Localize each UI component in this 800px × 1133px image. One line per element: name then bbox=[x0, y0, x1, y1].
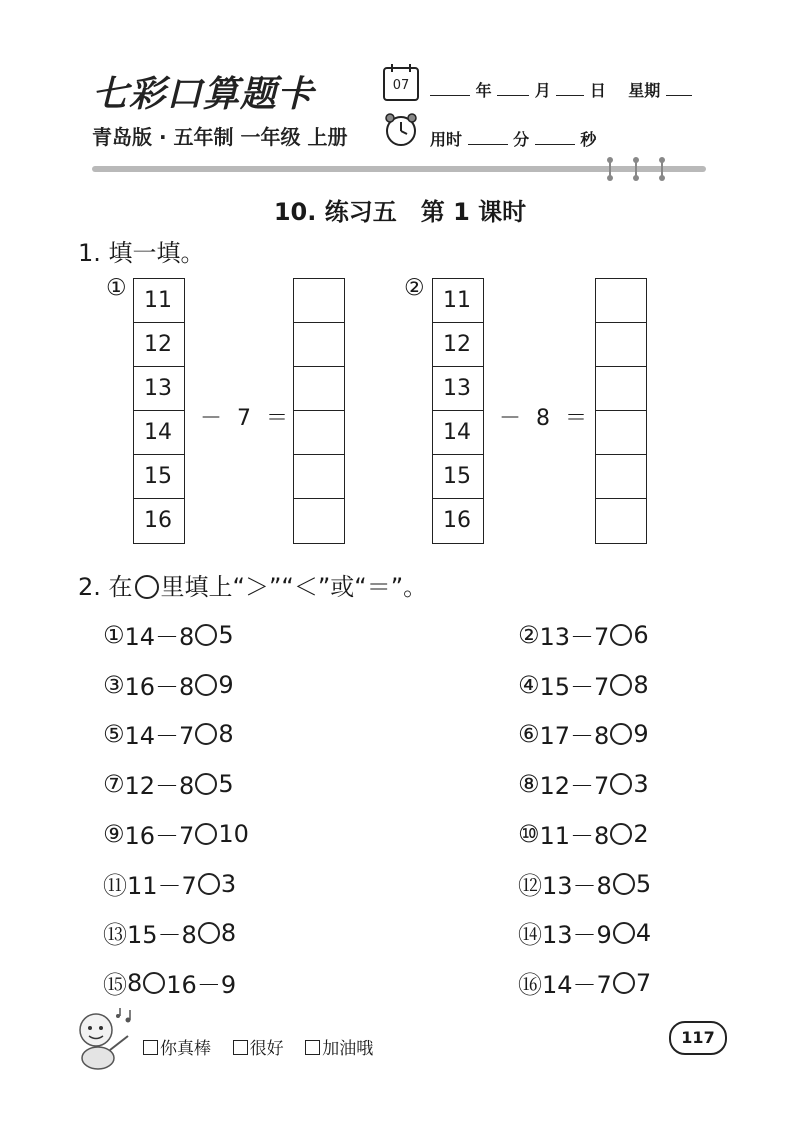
left-expression: 15－7 bbox=[539, 673, 610, 701]
second-blank[interactable] bbox=[535, 130, 575, 145]
answer-cell[interactable] bbox=[596, 323, 646, 367]
minuend-cell: 14 bbox=[134, 411, 184, 455]
compare-item bbox=[518, 617, 649, 652]
lesson-title: 10. 练习五 第 1 课时 bbox=[273, 198, 527, 226]
item-number: ⑬ bbox=[103, 921, 127, 949]
checkbox-icon bbox=[305, 1040, 320, 1055]
compare-item bbox=[518, 915, 651, 950]
day-blank[interactable] bbox=[556, 81, 584, 96]
compare-item bbox=[518, 866, 651, 901]
left-expression: 14－7 bbox=[124, 722, 195, 750]
minuend-cell: 13 bbox=[134, 367, 184, 411]
item-number: ⑫ bbox=[518, 872, 542, 900]
rating-label: 加油哦 bbox=[322, 1039, 374, 1059]
right-expression: 9 bbox=[633, 719, 649, 748]
minuend-cell: 14 bbox=[433, 411, 483, 455]
answer-cell[interactable] bbox=[294, 279, 344, 323]
left-expression: 11－7 bbox=[127, 872, 197, 900]
answer-cell[interactable] bbox=[294, 455, 344, 499]
right-expression: 6 bbox=[633, 620, 649, 649]
compare-item bbox=[103, 915, 236, 950]
answer-cell[interactable] bbox=[596, 455, 646, 499]
right-expression: 5 bbox=[218, 620, 234, 649]
rating-label: 很好 bbox=[249, 1039, 284, 1059]
answer-circle[interactable] bbox=[610, 823, 632, 845]
time-fields bbox=[430, 127, 596, 150]
compare-item bbox=[518, 667, 649, 702]
answer-circle[interactable] bbox=[610, 773, 632, 795]
item-number: ② bbox=[518, 620, 540, 649]
left-expression: 13－8 bbox=[542, 872, 612, 900]
right-expression: 8 bbox=[633, 670, 649, 699]
minuend-cell: 12 bbox=[433, 323, 483, 367]
minute-label: 分 bbox=[513, 130, 530, 149]
compare-item bbox=[103, 667, 234, 702]
checkbox-icon bbox=[233, 1040, 248, 1055]
brand-title: 七彩口算题卡 bbox=[92, 74, 315, 115]
q2-heading-suffix: 里填上“＞”“＜”或“＝”。 bbox=[160, 573, 428, 601]
answer-column bbox=[595, 278, 647, 544]
right-expression: 7 bbox=[635, 968, 652, 997]
answer-circle[interactable] bbox=[195, 674, 217, 696]
item-number: ④ bbox=[518, 670, 540, 699]
item-number: ⑤ bbox=[103, 719, 125, 748]
minuend-cell: 12 bbox=[134, 323, 184, 367]
page-number: 117 bbox=[669, 1021, 727, 1055]
item-number: ⑦ bbox=[103, 769, 125, 798]
operator-label: － 8 ＝ bbox=[499, 406, 591, 431]
minuend-cell: 11 bbox=[433, 279, 483, 323]
answer-cell[interactable] bbox=[596, 411, 646, 455]
right-expression: 5 bbox=[218, 769, 234, 798]
edition-subtitle: 青岛版 · 五年制 一年级 上册 bbox=[92, 125, 348, 149]
answer-circle[interactable] bbox=[610, 723, 632, 745]
rating-options bbox=[143, 1034, 373, 1059]
answer-cell[interactable] bbox=[294, 499, 344, 543]
answer-circle[interactable] bbox=[610, 674, 632, 696]
left-expression: 12－8 bbox=[124, 772, 195, 800]
compare-item bbox=[103, 766, 234, 801]
month-label: 月 bbox=[534, 81, 551, 100]
compare-item bbox=[518, 716, 649, 751]
item-number: ⑮ bbox=[103, 971, 127, 999]
minuend-column bbox=[432, 278, 484, 544]
left-expression: 13－7 bbox=[539, 623, 610, 651]
answer-circle[interactable] bbox=[198, 873, 220, 895]
weekday-blank[interactable] bbox=[666, 81, 692, 96]
q1-heading: 1. 填一填。 bbox=[78, 239, 205, 267]
compare-item bbox=[103, 816, 249, 851]
rating-label: 你真棒 bbox=[160, 1039, 211, 1059]
answer-circle[interactable] bbox=[610, 624, 632, 646]
answer-circle[interactable] bbox=[613, 922, 635, 944]
table-badge: ② bbox=[404, 275, 425, 301]
circle-icon bbox=[135, 575, 159, 599]
compare-item bbox=[518, 766, 649, 801]
right-expression: 5 bbox=[635, 869, 652, 898]
checkbox-icon bbox=[143, 1040, 158, 1055]
rating-option[interactable] bbox=[305, 1039, 373, 1059]
left-expression: 14－7 bbox=[542, 971, 612, 999]
minute-blank[interactable] bbox=[468, 130, 508, 145]
answer-circle[interactable] bbox=[195, 624, 217, 646]
compare-item bbox=[103, 617, 234, 652]
answer-circle[interactable] bbox=[198, 922, 220, 944]
day-label: 日 bbox=[589, 81, 606, 100]
item-number: ③ bbox=[103, 670, 125, 699]
right-expression: 2 bbox=[633, 819, 649, 848]
month-blank[interactable] bbox=[497, 81, 529, 96]
left-expression: 16－8 bbox=[124, 673, 195, 701]
left-expression: 17－8 bbox=[539, 722, 610, 750]
compare-item bbox=[103, 866, 236, 901]
q2-heading bbox=[78, 567, 427, 602]
year-blank[interactable] bbox=[430, 81, 470, 96]
compare-item bbox=[103, 965, 236, 1000]
q2-heading-prefix: 2. 在 bbox=[78, 573, 133, 601]
right-expression: 3 bbox=[633, 769, 649, 798]
left-expression: 11－8 bbox=[539, 822, 610, 850]
calendar-day: 07 bbox=[392, 78, 410, 93]
right-expression: 16－9 bbox=[166, 971, 237, 999]
right-expression: 8 bbox=[218, 719, 234, 748]
right-expression: 10 bbox=[218, 819, 249, 848]
answer-circle[interactable] bbox=[143, 972, 165, 994]
left-expression: 13－9 bbox=[542, 921, 612, 949]
answer-cell[interactable] bbox=[294, 323, 344, 367]
item-number: ⑭ bbox=[518, 921, 542, 949]
pin-icon bbox=[632, 156, 640, 182]
answer-cell[interactable] bbox=[294, 367, 344, 411]
rating-option[interactable] bbox=[143, 1039, 211, 1059]
answer-circle[interactable] bbox=[613, 972, 635, 994]
left-expression: 12－7 bbox=[539, 772, 610, 800]
answer-column bbox=[293, 278, 345, 544]
item-number: ⑧ bbox=[518, 769, 540, 798]
item-number: ⑨ bbox=[103, 819, 125, 848]
answer-circle[interactable] bbox=[613, 873, 635, 895]
left-expression: 14－8 bbox=[124, 623, 195, 651]
compare-item bbox=[518, 965, 651, 1000]
operator-label: － 7 ＝ bbox=[200, 406, 292, 431]
right-expression: 3 bbox=[220, 869, 237, 898]
table-badge: ① bbox=[106, 275, 127, 301]
left-expression: 15－8 bbox=[127, 921, 197, 949]
item-number: ⑩ bbox=[518, 819, 540, 848]
compare-item bbox=[518, 816, 649, 851]
left-expression: 16－7 bbox=[124, 822, 195, 850]
answer-circle[interactable] bbox=[195, 773, 217, 795]
answer-circle[interactable] bbox=[195, 823, 217, 845]
minuend-cell: 16 bbox=[443, 508, 471, 533]
date-fields bbox=[430, 78, 692, 101]
second-label: 秒 bbox=[580, 130, 597, 149]
pin-icon bbox=[658, 156, 666, 182]
item-number: ① bbox=[103, 620, 125, 649]
right-expression: 8 bbox=[220, 918, 237, 947]
minuend-cell: 16 bbox=[144, 508, 172, 533]
minuend-cell: 13 bbox=[433, 367, 483, 411]
item-number: ⑯ bbox=[518, 971, 542, 999]
item-number: ⑪ bbox=[103, 872, 127, 900]
right-expression: 9 bbox=[218, 670, 234, 699]
pin-icon bbox=[606, 156, 614, 182]
time-used-label: 用时 bbox=[430, 130, 463, 149]
minuend-cell: 15 bbox=[433, 455, 483, 499]
year-label: 年 bbox=[475, 81, 492, 100]
answer-circle[interactable] bbox=[195, 723, 217, 745]
weekday-label: 星期 bbox=[628, 81, 661, 100]
answer-cell[interactable] bbox=[596, 499, 646, 543]
left-expression: 8 bbox=[127, 968, 143, 997]
answer-cell[interactable] bbox=[596, 279, 646, 323]
minuend-column bbox=[133, 278, 185, 544]
compare-item bbox=[103, 716, 234, 751]
clock-icon bbox=[384, 112, 418, 148]
mascot-icon bbox=[70, 1006, 136, 1072]
right-expression: 4 bbox=[635, 918, 652, 947]
minuend-cell: 15 bbox=[134, 455, 184, 499]
answer-cell[interactable] bbox=[294, 411, 344, 455]
item-number: ⑥ bbox=[518, 719, 540, 748]
rating-option[interactable] bbox=[233, 1039, 284, 1059]
calendar-icon bbox=[382, 62, 420, 102]
answer-cell[interactable] bbox=[596, 367, 646, 411]
minuend-cell: 11 bbox=[134, 279, 184, 323]
